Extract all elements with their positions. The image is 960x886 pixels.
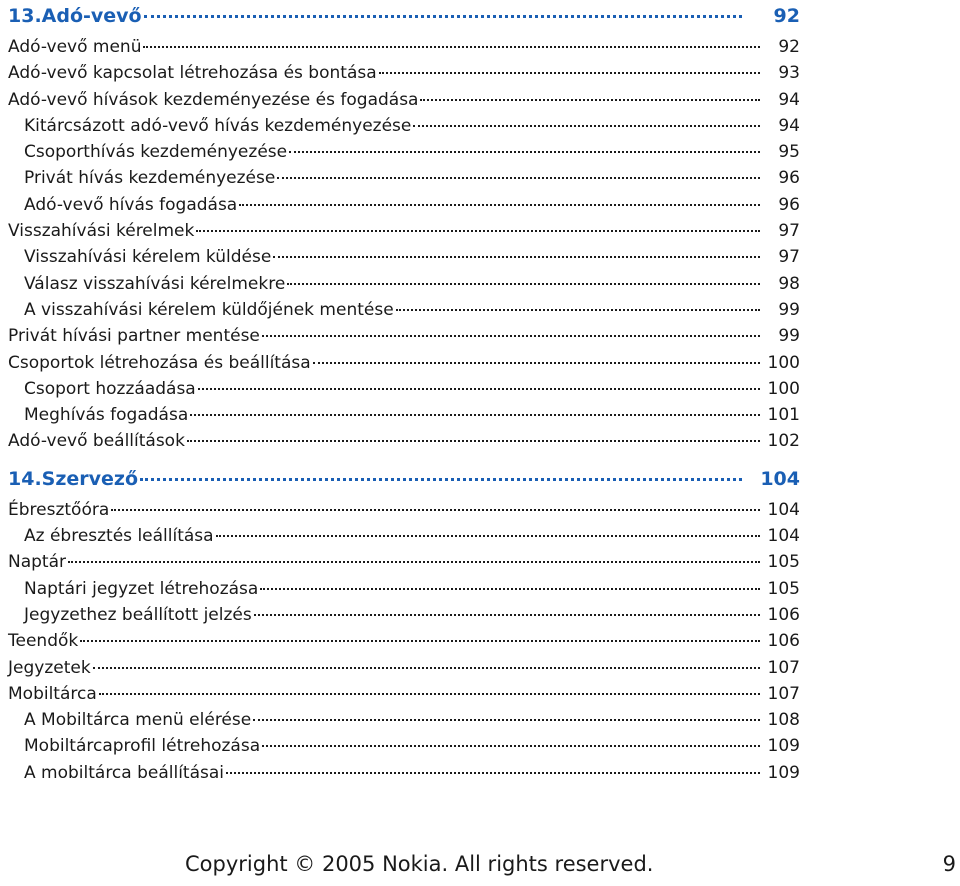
dot-leader: [216, 535, 760, 537]
dot-leader: [99, 693, 760, 695]
dot-leader: [143, 46, 760, 48]
entry-title: Válasz visszahívási kérelmekre: [24, 273, 286, 294]
entry-title: A visszahívási kérelem küldőjének mentése: [24, 299, 394, 320]
toc-section: [8, 5, 800, 458]
chapter-page-number: 104: [760, 467, 800, 490]
dot-leader: [420, 99, 760, 101]
entry-page-number: 106: [767, 604, 800, 625]
dot-leader: [287, 283, 760, 285]
entry-title: Teendők: [8, 631, 79, 652]
chapter-heading[interactable]: [8, 468, 800, 500]
toc-entry[interactable]: [8, 63, 800, 89]
toc-entry[interactable]: [8, 431, 800, 457]
toc-entry[interactable]: [8, 763, 800, 789]
toc-entry[interactable]: [8, 736, 800, 762]
dot-leader: [111, 509, 760, 511]
entry-title: Mobiltárcaprofil létrehozása: [24, 736, 261, 757]
entry-title: Mobiltárca: [8, 683, 97, 704]
toc-entry[interactable]: [8, 684, 800, 710]
entry-page-number: 109: [767, 736, 800, 757]
toc-entry[interactable]: [8, 116, 800, 142]
toc-entry[interactable]: [8, 500, 800, 526]
entry-page-number: 100: [767, 378, 800, 399]
entry-page-number: 107: [767, 683, 800, 704]
entry-title: Ébresztőóra: [8, 499, 110, 520]
entry-title: A mobiltárca beállításai: [24, 762, 225, 783]
entry-page-number: 94: [778, 115, 800, 136]
toc-entry[interactable]: [8, 631, 800, 657]
entry-page-number: 105: [767, 578, 800, 599]
toc-entry[interactable]: [8, 300, 800, 326]
toc-entry[interactable]: [8, 90, 800, 116]
dot-leader: [68, 561, 760, 563]
toc-entry[interactable]: [8, 379, 800, 405]
entry-title: Az ébresztés leállítása: [24, 526, 214, 547]
chapter-heading[interactable]: [8, 5, 800, 37]
chapter-title: 14.Szervező: [8, 467, 139, 490]
table-of-contents: [8, 5, 800, 789]
copyright-footer: Copyright © 2005 Nokia. All rights reserved.: [185, 852, 654, 876]
toc-entry[interactable]: [8, 605, 800, 631]
toc-entry[interactable]: [8, 221, 800, 247]
dot-leader: [93, 667, 760, 669]
entry-title: Privát hívási partner mentése: [8, 326, 260, 347]
dot-leader: [140, 478, 742, 481]
entry-page-number: 106: [767, 631, 800, 652]
dot-leader: [262, 335, 760, 337]
entry-title: Adó-vevő menü: [8, 37, 142, 57]
dot-leader: [187, 440, 760, 442]
dot-leader: [190, 414, 760, 416]
dot-leader: [239, 204, 760, 206]
entry-title: Jegyzetek: [8, 657, 91, 678]
toc-entry[interactable]: [8, 142, 800, 168]
entry-title: Csoportok létrehozása és beállítása: [8, 352, 311, 373]
entry-page-number: 108: [767, 710, 800, 731]
toc-entry[interactable]: [8, 168, 800, 194]
entry-title: Csoport hozzáadása: [24, 378, 196, 399]
entry-page-number: 105: [767, 552, 800, 573]
entry-title: Adó-vevő beállítások: [8, 431, 185, 452]
dot-leader: [144, 15, 742, 18]
dot-leader: [253, 719, 760, 721]
entry-page-number: 99: [778, 326, 800, 347]
entry-title: Jegyzethez beállított jelzés: [24, 604, 252, 625]
entry-title: Naptári jegyzet létrehozása: [24, 578, 259, 599]
toc-entry[interactable]: [8, 326, 800, 352]
entry-page-number: 107: [767, 657, 800, 678]
entry-page-number: 100: [767, 352, 800, 373]
dot-leader: [80, 640, 760, 642]
entry-page-number: 99: [778, 299, 800, 320]
toc-entry[interactable]: [8, 552, 800, 578]
toc-entry[interactable]: [8, 247, 800, 273]
entry-title: Privát hívás kezdeményezése: [24, 168, 276, 189]
toc-entry[interactable]: [8, 274, 800, 300]
entry-title: Meghívás fogadása: [24, 405, 189, 426]
entry-page-number: 97: [778, 247, 800, 268]
entry-page-number: 102: [767, 431, 800, 452]
entry-title: Adó-vevő hívások kezdeményezése és fogadása: [8, 89, 419, 110]
entry-page-number: 104: [767, 526, 800, 547]
entry-page-number: 96: [778, 168, 800, 189]
dot-leader: [196, 230, 760, 232]
dot-leader: [226, 772, 760, 774]
dot-leader: [260, 588, 760, 590]
entry-page-number: 97: [778, 221, 800, 242]
toc-entry[interactable]: [8, 353, 800, 379]
entry-title: Adó-vevő hívás fogadása: [24, 194, 238, 215]
entry-title: Csoporthívás kezdeményezése: [24, 142, 288, 163]
toc-entry[interactable]: [8, 405, 800, 431]
toc-entry[interactable]: [8, 579, 800, 605]
page-number: 9: [942, 852, 956, 876]
entry-page-number: 109: [767, 762, 800, 783]
toc-entry[interactable]: [8, 526, 800, 552]
dot-leader: [277, 177, 760, 179]
toc-section: [8, 468, 800, 789]
entry-page-number: 94: [778, 89, 800, 110]
entry-page-number: 101: [767, 405, 800, 426]
entry-page-number: 96: [778, 194, 800, 215]
entry-title: Visszahívási kérelmek: [8, 221, 195, 242]
toc-entry[interactable]: [8, 37, 800, 63]
toc-entry[interactable]: [8, 658, 800, 684]
toc-entry[interactable]: [8, 195, 800, 221]
entry-page-number: 104: [767, 499, 800, 520]
chapter-title: 13.Adó-vevő: [8, 5, 142, 27]
dot-leader: [313, 362, 760, 364]
chapter-page-number: 92: [773, 5, 800, 27]
dot-leader: [396, 309, 760, 311]
dot-leader: [379, 72, 760, 74]
entry-page-number: 95: [778, 142, 800, 163]
toc-entry[interactable]: [8, 710, 800, 736]
entry-page-number: 92: [778, 37, 800, 57]
entry-title: Naptár: [8, 552, 66, 573]
entry-title: A Mobiltárca menü elérése: [24, 710, 252, 731]
entry-page-number: 98: [778, 273, 800, 294]
entry-title: Kitárcsázott adó-vevő hívás kezdeményezése: [24, 115, 412, 136]
dot-leader: [273, 256, 760, 258]
entry-page-number: 93: [778, 63, 800, 84]
entry-title: Adó-vevő kapcsolat létrehozása és bontása: [8, 63, 377, 84]
dot-leader: [262, 745, 760, 747]
dot-leader: [289, 151, 760, 153]
entry-title: Visszahívási kérelem küldése: [24, 247, 272, 268]
dot-leader: [254, 614, 760, 616]
dot-leader: [198, 388, 760, 390]
dot-leader: [413, 125, 760, 127]
